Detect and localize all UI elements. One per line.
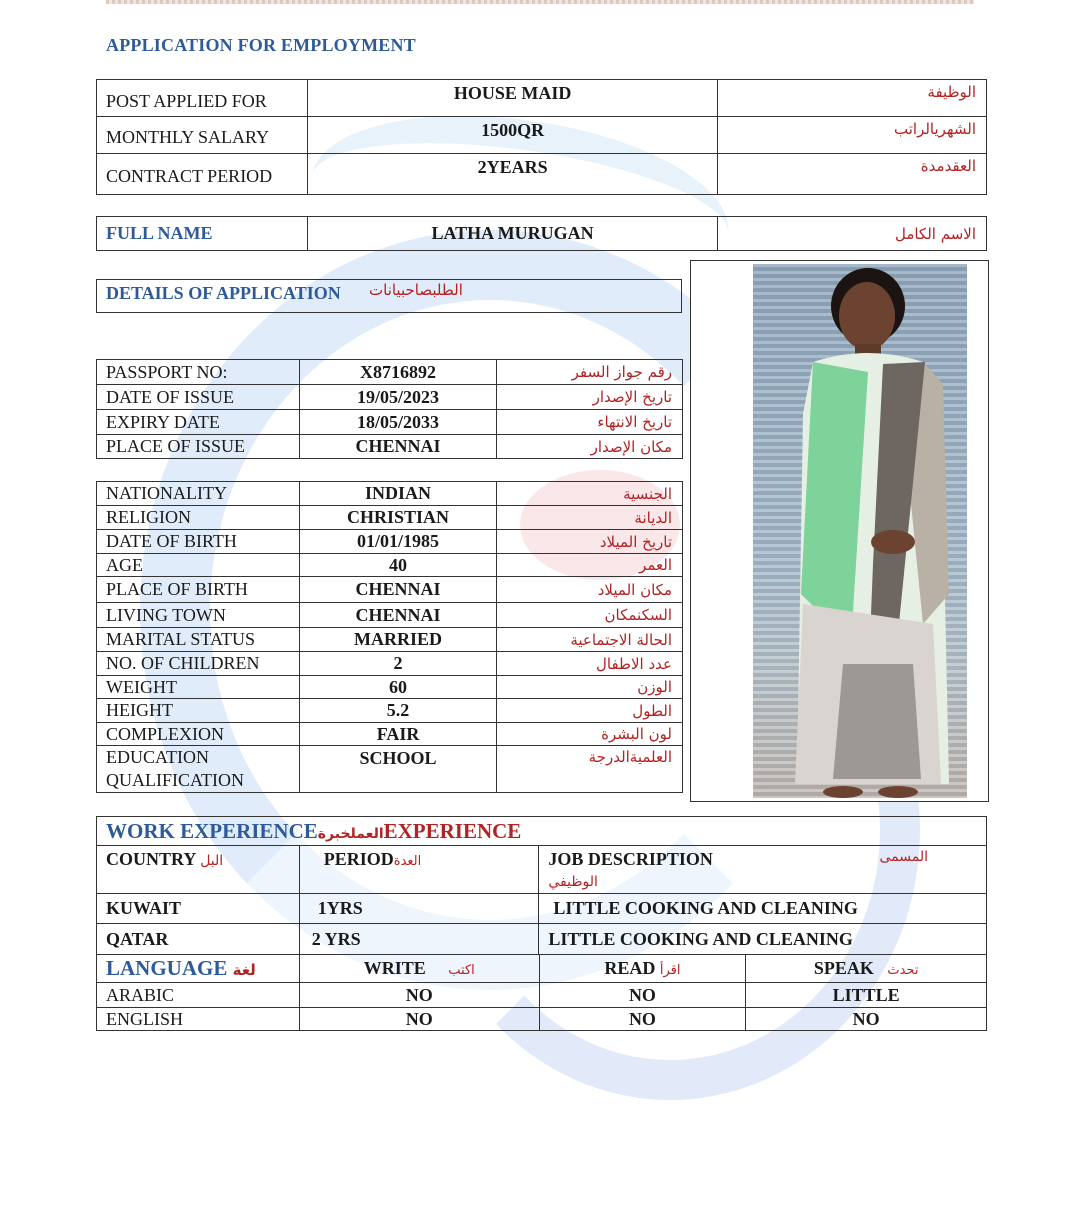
table-row bbox=[97, 676, 683, 699]
marital-label: MARITAL STATUS bbox=[97, 628, 300, 652]
contract-row bbox=[97, 154, 987, 195]
dob-arabic: تاريخ الميلاد bbox=[497, 530, 683, 554]
complexion-arabic: لون البشرة bbox=[497, 723, 683, 746]
language-title-cell bbox=[97, 955, 300, 983]
table-row bbox=[97, 652, 683, 676]
education-value: SCHOOL bbox=[299, 746, 497, 793]
table-row bbox=[97, 530, 683, 554]
passport-value: X8716892 bbox=[299, 360, 497, 385]
religion-label: RELIGION bbox=[97, 506, 300, 530]
marital-arabic: الحالة الاجتماعية bbox=[497, 628, 683, 652]
issue-date-arabic: تاريخ الإصدار bbox=[497, 385, 683, 410]
language-title: LANGUAGE bbox=[106, 956, 228, 980]
job-header-arabic: المسمى bbox=[879, 849, 928, 865]
language-header-row bbox=[97, 955, 987, 983]
table-row bbox=[97, 1008, 987, 1031]
contract-value: 2YEARS bbox=[307, 154, 717, 195]
complexion-label: COMPLEXION bbox=[97, 723, 300, 746]
living-town-value: CHENNAI bbox=[299, 603, 497, 628]
nationality-arabic: الجنسية bbox=[497, 482, 683, 506]
religion-value: CHRISTIAN bbox=[299, 506, 497, 530]
living-town-arabic: السكنمكان bbox=[497, 603, 683, 628]
write-header bbox=[299, 955, 539, 983]
lang-arabic: ARABIC bbox=[97, 983, 300, 1008]
post-row bbox=[97, 80, 987, 117]
education-label: EDUCATION bbox=[106, 747, 209, 767]
lang-english-write: NO bbox=[299, 1008, 539, 1031]
write-header-arabic: اكتب bbox=[448, 963, 475, 978]
religion-arabic: الديانة bbox=[497, 506, 683, 530]
work-title-red: EXPERIENCE bbox=[383, 818, 522, 843]
lang-arabic-write: NO bbox=[299, 983, 539, 1008]
qualification-label: QUALIFICATION bbox=[106, 770, 244, 790]
applicant-photo-frame bbox=[690, 260, 989, 802]
fullname-table bbox=[96, 216, 987, 251]
table-row bbox=[97, 894, 987, 924]
speak-header-arabic: تحدث bbox=[887, 963, 919, 978]
work-job-qatar: LITTLE COOKING AND CLEANING bbox=[539, 924, 987, 955]
salary-value: 1500QR bbox=[307, 117, 717, 154]
details-header bbox=[96, 279, 682, 313]
table-row bbox=[97, 924, 987, 955]
age-arabic: العمر bbox=[497, 554, 683, 577]
height-value: 5.2 bbox=[299, 699, 497, 723]
work-period-qatar: 2 YRS bbox=[299, 924, 539, 955]
complexion-value: FAIR bbox=[299, 723, 497, 746]
salary-label: MONTHLY SALARY bbox=[97, 117, 308, 154]
top-scan-line bbox=[106, 0, 974, 4]
work-title: WORK EXPERIENCE bbox=[106, 818, 318, 843]
nationality-label: NATIONALITY bbox=[97, 482, 300, 506]
post-table bbox=[96, 79, 987, 195]
passport-label: PASSPORT NO: bbox=[97, 360, 300, 385]
table-row bbox=[97, 506, 683, 530]
language-title-arabic: لغة bbox=[232, 961, 256, 979]
applicant-photo bbox=[753, 264, 967, 798]
children-value: 2 bbox=[299, 652, 497, 676]
age-value: 40 bbox=[299, 554, 497, 577]
work-country-kuwait: KUWAIT bbox=[97, 894, 300, 924]
post-label: POST APPLIED FOR bbox=[97, 80, 308, 117]
weight-arabic: الوزن bbox=[497, 676, 683, 699]
passport-arabic: رقم جواز السفر bbox=[497, 360, 683, 385]
lang-arabic-read: NO bbox=[539, 983, 746, 1008]
expiry-arabic: تاريخ الانتهاء bbox=[497, 410, 683, 435]
table-row bbox=[97, 699, 683, 723]
place-issue-value: CHENNAI bbox=[299, 435, 497, 459]
job-header bbox=[539, 846, 987, 894]
pob-label: PLACE OF BIRTH bbox=[97, 577, 300, 603]
work-table bbox=[96, 816, 987, 955]
speak-header bbox=[746, 955, 987, 983]
country-header-label: COUNTRY bbox=[106, 849, 196, 869]
height-arabic: الطول bbox=[497, 699, 683, 723]
living-town-label: LIVING TOWN bbox=[97, 603, 300, 628]
period-header-arabic: العدة bbox=[393, 854, 422, 869]
education-label-cell bbox=[97, 746, 300, 793]
personal-table bbox=[96, 481, 683, 793]
contract-label: CONTRACT PERIOD bbox=[97, 154, 308, 195]
children-label: NO. OF CHILDREN bbox=[97, 652, 300, 676]
period-header-label: PERIOD bbox=[323, 849, 394, 869]
issue-date-value: 19/05/2023 bbox=[299, 385, 497, 410]
fullname-arabic: الاسم الكامل bbox=[718, 217, 987, 251]
work-country-qatar: QATAR bbox=[97, 924, 300, 955]
lang-english-read: NO bbox=[539, 1008, 746, 1031]
table-row bbox=[97, 628, 683, 652]
expiry-row bbox=[97, 410, 683, 435]
issue-date-row bbox=[97, 385, 683, 410]
table-row bbox=[97, 577, 683, 603]
speak-header-label: SPEAK bbox=[813, 958, 874, 978]
place-issue-row bbox=[97, 435, 683, 459]
passport-row bbox=[97, 360, 683, 385]
work-period-kuwait: 1YRS bbox=[299, 894, 539, 924]
education-arabic: العلميةالدرجة bbox=[497, 746, 683, 793]
work-title-row bbox=[97, 817, 987, 846]
expiry-label: EXPIRY DATE bbox=[97, 410, 300, 435]
fullname-value: LATHA MURUGAN bbox=[307, 217, 718, 251]
details-label: DETAILS OF APPLICATION bbox=[106, 283, 341, 303]
fullname-label: FULL NAME bbox=[97, 217, 308, 251]
issue-date-label: DATE OF ISSUE bbox=[97, 385, 300, 410]
weight-label: WEIGHT bbox=[97, 676, 300, 699]
work-title-cell bbox=[97, 817, 987, 846]
read-header-label: READ bbox=[604, 958, 656, 978]
table-row bbox=[97, 983, 987, 1008]
table-row bbox=[97, 723, 683, 746]
job-header-arabic-2: الوظيفي bbox=[548, 874, 598, 890]
write-header-label: WRITE bbox=[363, 958, 426, 978]
salary-arabic: الشهريالراتب bbox=[718, 117, 987, 154]
post-arabic: الوظيفة bbox=[718, 80, 987, 117]
table-row bbox=[97, 603, 683, 628]
table-row bbox=[97, 746, 683, 793]
table-row bbox=[97, 554, 683, 577]
place-issue-arabic: مكان الإصدار bbox=[497, 435, 683, 459]
work-header-row bbox=[97, 846, 987, 894]
work-job-kuwait: LITTLE COOKING AND CLEANING bbox=[539, 894, 987, 924]
table-row bbox=[97, 482, 683, 506]
children-arabic: عدد الاطفال bbox=[497, 652, 683, 676]
page-title: APPLICATION FOR EMPLOYMENT bbox=[106, 35, 416, 55]
applicant-figure bbox=[773, 264, 963, 798]
contract-arabic: العقدمدة bbox=[718, 154, 987, 195]
read-header-arabic: اقرأ bbox=[659, 963, 681, 978]
marital-value: MARRIED bbox=[299, 628, 497, 652]
expiry-value: 18/05/2033 bbox=[299, 410, 497, 435]
age-label: AGE bbox=[97, 554, 300, 577]
place-issue-label: PLACE OF ISSUE bbox=[97, 435, 300, 459]
country-header-arabic: البل bbox=[200, 853, 224, 869]
post-value: HOUSE MAID bbox=[307, 80, 717, 117]
passport-table bbox=[96, 359, 683, 459]
salary-row bbox=[97, 117, 987, 154]
weight-value: 60 bbox=[299, 676, 497, 699]
language-table bbox=[96, 954, 987, 1031]
pob-arabic: مكان الميلاد bbox=[497, 577, 683, 603]
lang-english: ENGLISH bbox=[97, 1008, 300, 1031]
country-header bbox=[97, 846, 300, 894]
work-title-arabic: العملخبرة bbox=[317, 825, 384, 842]
read-header bbox=[539, 955, 746, 983]
details-arabic: الطلبصاحبيانات bbox=[369, 281, 463, 299]
job-header-label: JOB DESCRIPTION bbox=[548, 849, 713, 869]
nationality-value: INDIAN bbox=[299, 482, 497, 506]
height-label: HEIGHT bbox=[97, 699, 300, 723]
dob-value: 01/01/1985 bbox=[299, 530, 497, 554]
dob-label: DATE OF BIRTH bbox=[97, 530, 300, 554]
pob-value: CHENNAI bbox=[299, 577, 497, 603]
lang-english-speak: NO bbox=[746, 1008, 987, 1031]
lang-arabic-speak: LITTLE bbox=[746, 983, 987, 1008]
period-header bbox=[299, 846, 539, 894]
